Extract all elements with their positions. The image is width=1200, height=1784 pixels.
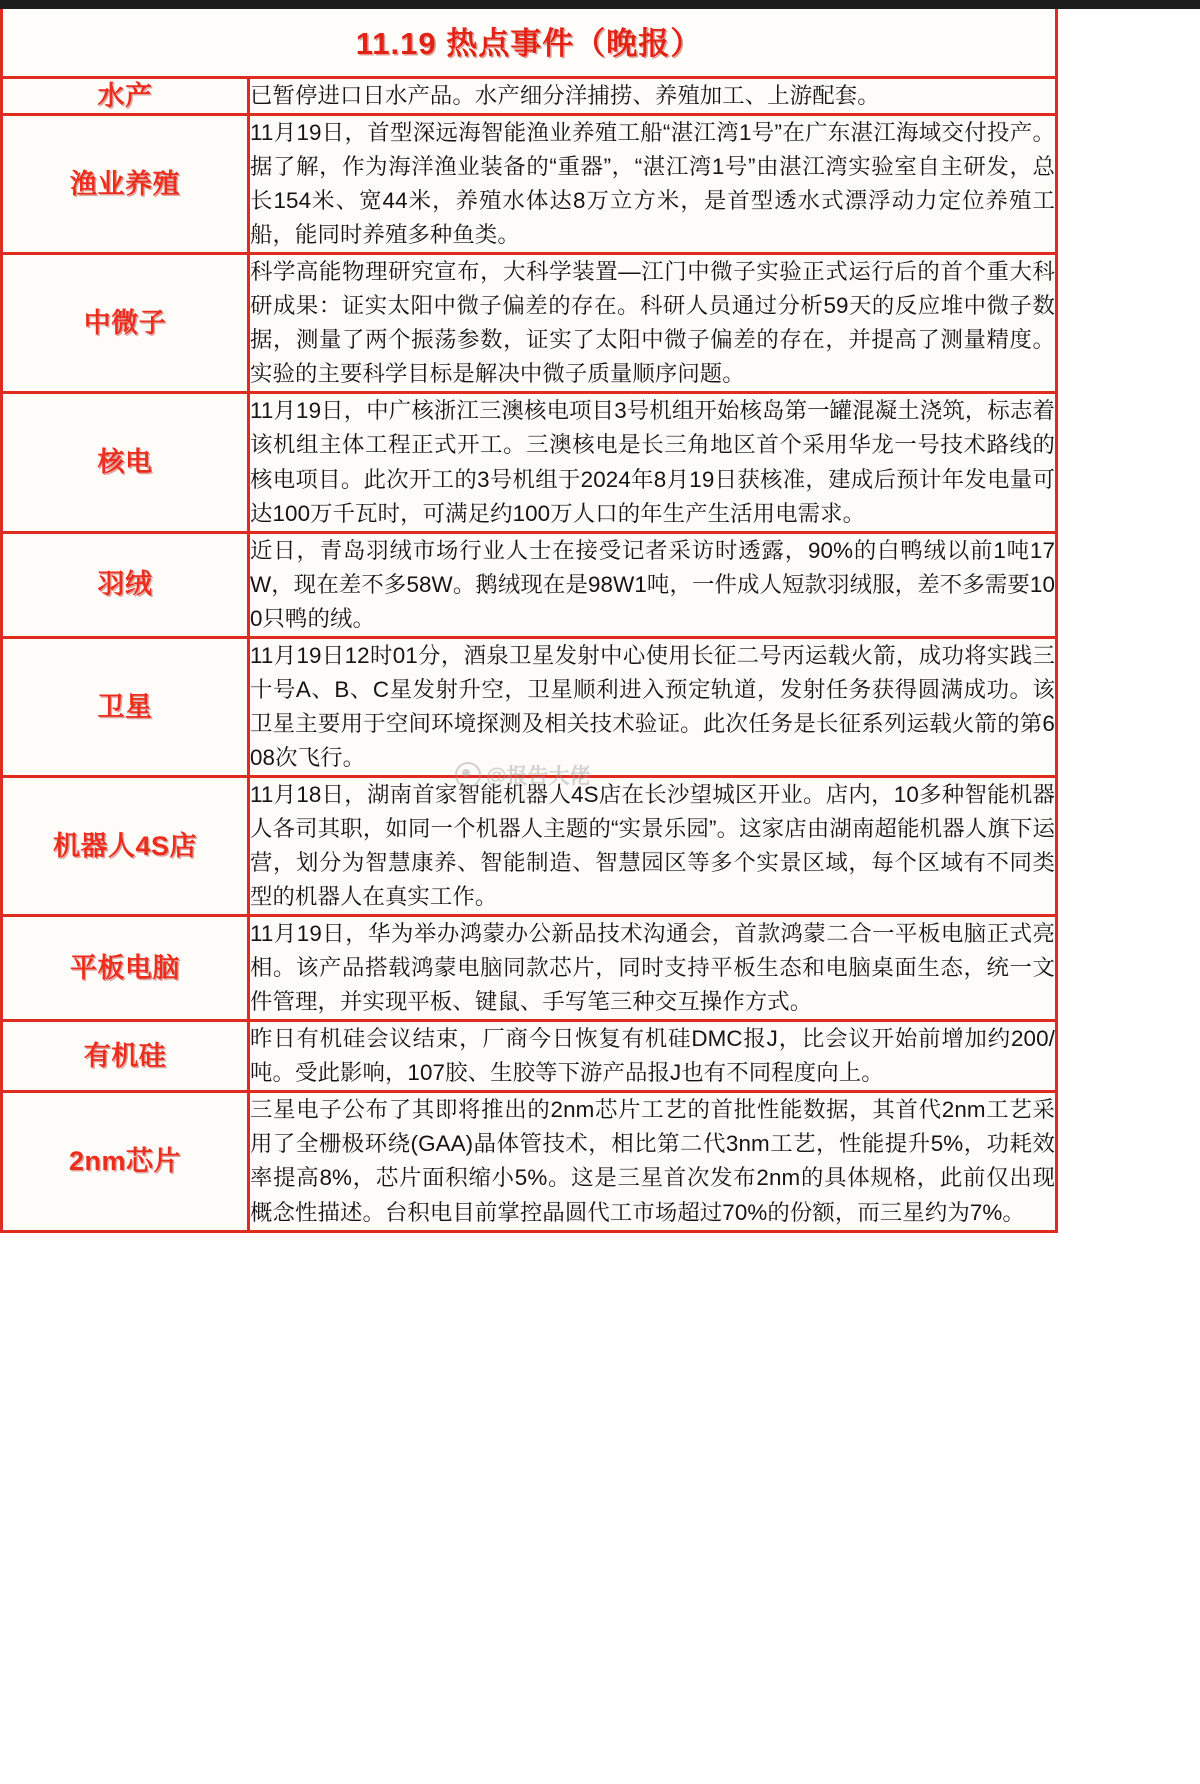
content-text: 11月19日，中广核浙江三澳核电项目3号机组开始核岛第一罐混凝土浇筑，标志着该机组主体工程正式开工。三澳核电是长三角地区首个采用华龙一号技术路线的核电项目。此次开工的3号机组于2024年8月19日获核准，建成后预计年发电量可达100万千瓦时，可满足约100万人口的年生产生活用电需求。 (250, 398, 1055, 526)
category-cell (3, 393, 249, 532)
category-cell (3, 916, 249, 1021)
category-cell (3, 1021, 249, 1092)
table-row (3, 254, 1055, 393)
content-cell (249, 916, 1056, 1021)
category-label: 2nm芯片 (68, 1146, 182, 1177)
content-cell (249, 254, 1056, 393)
content-cell (249, 1021, 1056, 1092)
content-text: 已暂停进口日水产品。水产细分洋捕捞、养殖加工、上游配套。 (250, 83, 880, 108)
table-row (3, 115, 1055, 254)
category-cell (3, 115, 249, 254)
content-text: 11月19日，首型深远海智能渔业养殖工船“湛江湾1号”在广东湛江海域交付投产。据了解，作为海洋渔业装备的“重器”，“湛江湾1号”由湛江湾实验室自主研发，总长154米、宽44米，养殖水体达8万立方米，是首型透水式漂浮动力定位养殖工船，能同时养殖多种鱼类。 (250, 120, 1055, 248)
category-cell (3, 1092, 249, 1230)
content-cell (249, 393, 1056, 532)
category-label: 平板电脑 (70, 953, 180, 983)
category-label: 羽绒 (97, 569, 153, 600)
hot-events-table (3, 79, 1055, 1230)
page-title-row (3, 9, 1055, 79)
content-cell (249, 1092, 1056, 1230)
category-label: 机器人4S店 (52, 830, 198, 861)
content-cell (249, 776, 1056, 915)
category-label: 中微子 (83, 308, 167, 339)
content-cell (249, 637, 1056, 776)
category-label: 卫星 (97, 691, 153, 722)
content-text: 三星电子公布了其即将推出的2nm芯片工艺的首批性能数据，其首代2nm工艺采用了全栅极环绕(GAA)晶体管技术，相比第二代3nm工艺，性能提升5%，功耗效率提高8%，芯片面积缩小5%。这是三星首次发布2nm的具体规格，此前仅出现概念性描述。台积电目前掌控晶圆代工市场超过70%的份额，而三星约为7%。 (250, 1097, 1055, 1225)
category-label: 水产 (97, 80, 153, 111)
category-cell (3, 254, 249, 393)
table-row (3, 637, 1055, 776)
table-row (3, 916, 1055, 1021)
category-label: 核电 (97, 447, 153, 478)
category-cell (3, 79, 249, 115)
category-cell (3, 776, 249, 915)
content-cell (249, 115, 1056, 254)
page-title: 11.19 热点事件（晚报） (355, 26, 703, 61)
table-body (3, 79, 1055, 1230)
hot-events-sheet (0, 9, 1058, 1233)
category-label: 渔业养殖 (70, 168, 180, 199)
table-row (3, 393, 1055, 532)
content-cell (249, 532, 1056, 637)
content-cell (249, 79, 1056, 115)
content-text: 昨日有机硅会议结束，厂商今日恢复有机硅DMC报J，比会议开始前增加约200/吨。受此影响，107胶、生胶等下游产品报J也有不同程度向上。 (250, 1026, 1055, 1086)
table-row (3, 776, 1055, 915)
category-cell (3, 637, 249, 776)
table-row (3, 79, 1055, 115)
table-row (3, 1092, 1055, 1230)
content-text: 11月19日，华为举办鸿蒙办公新品技术沟通会，首款鸿蒙二合一平板电脑正式亮相。该产品搭载鸿蒙电脑同款芯片，同时支持平板生态和电脑桌面生态，统一文件管理，并实现平板、键鼠、手写笔三种交互操作方式。 (250, 921, 1055, 1015)
table-row (3, 532, 1055, 637)
content-text: 近日，青岛羽绒市场行业人士在接受记者采访时透露，90%的白鸭绒以前1吨17W，现在差不多58W。鹅绒现在是98W1吨，一件成人短款羽绒服，差不多需要100只鸭的绒。 (250, 537, 1055, 631)
content-text: 科学高能物理研究宣布，大科学装置—江门中微子实验正式运行后的首个重大科研成果：证实太阳中微子偏差的存在。科研人员通过分析59天的反应堆中微子数据，测量了两个振荡参数，证实了太阳中微子偏差的存在，并提高了测量精度。实验的主要科学目标是解决中微子质量顺序问题。 (250, 259, 1055, 387)
content-text: 11月18日，湖南首家智能机器人4S店在长沙望城区开业。店内，10多种智能机器人各司其职，如同一个机器人主题的“实景乐园”。这家店由湖南超能机器人旗下运营，划分为智慧康养、智能制造、智慧园区等多个实景区域，每个区域有不同类型的机器人在真实工作。 (250, 781, 1055, 910)
content-text: 11月19日12时01分，酒泉卫星发射中心使用长征二号丙运载火箭，成功将实践三十号A、B、C星发射升空，卫星顺利进入预定轨道，发射任务获得圆满成功。该卫星主要用于空间环境探测及相关技术验证。此次任务是长征系列运载火箭的第608次飞行。 (250, 642, 1055, 770)
table-row (3, 1021, 1055, 1092)
category-cell (3, 532, 249, 637)
top-dark-strip (0, 0, 1200, 9)
watermark-text: @报告大佬 (486, 765, 591, 788)
category-label: 有机硅 (83, 1041, 167, 1072)
